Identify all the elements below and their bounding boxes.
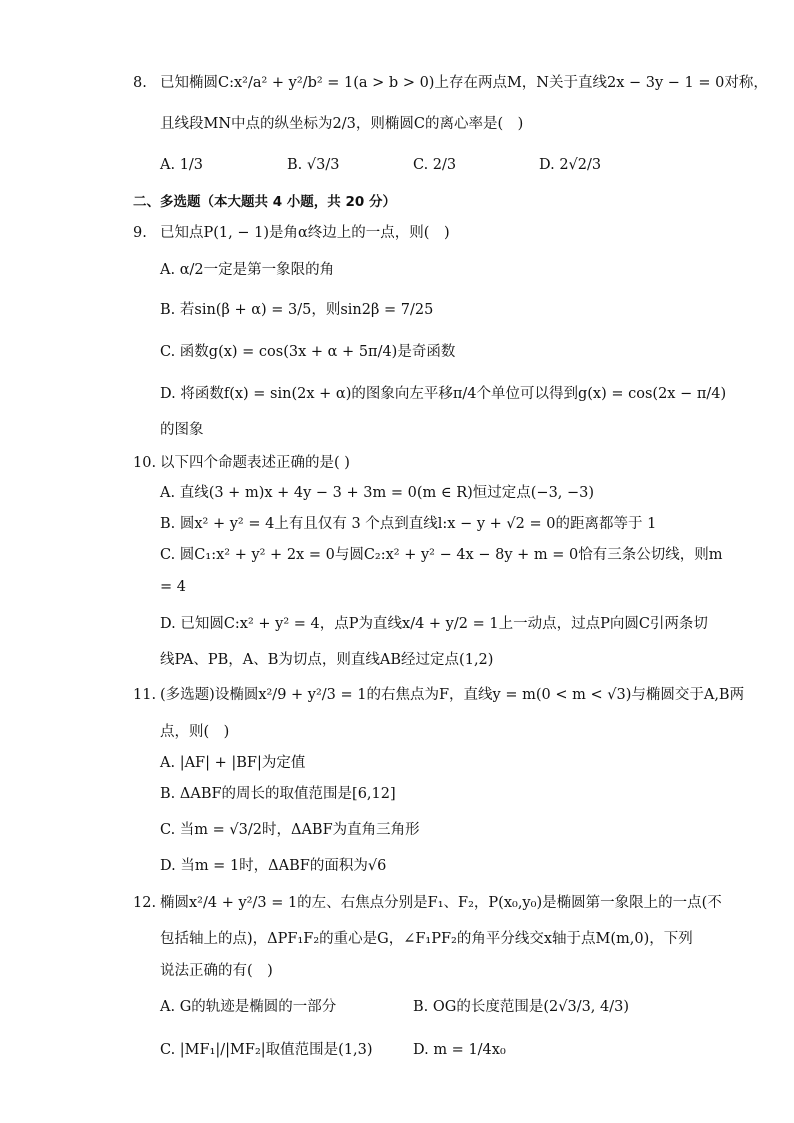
q8-stem-line1: 已知椭圆C:x²/a² + y²/b² = 1(a > b > 0)上存在两点M，N关于直线2x − 3y − 1 = 0对称， bbox=[160, 75, 768, 91]
q12-number: 12. bbox=[133, 895, 157, 911]
q11-option-d: D. 当m = 1时，ΔABF的面积为√6 bbox=[160, 858, 387, 874]
q8-option-a: A. 1/3 bbox=[160, 157, 204, 173]
q11-stem-line1: (多选题)设椭圆x²/9 + y²/3 = 1的右焦点为F，直线y = m(0 < m < √3)与椭圆交于A,B两 bbox=[160, 687, 745, 703]
q10-stem: 以下四个命题表述正确的是( ) bbox=[160, 455, 350, 471]
q12-stem-line2: 包括轴上的点)，ΔPF₁F₂的重心是G，∠F₁PF₂的角平分线交x轴于点M(m,0)，下列 bbox=[160, 931, 693, 947]
q11-number: 11. bbox=[133, 687, 157, 703]
q12-option-a: A. G的轨迹是椭圆的一部分 bbox=[160, 999, 337, 1015]
q12-option-d: D. m = 1/4x₀ bbox=[413, 1042, 506, 1058]
q11-stem-line2: 点，则( ) bbox=[160, 724, 230, 740]
q10-option-b: B. 圆x² + y² = 4上有且仅有 3 个点到直线l:x − y + √2 = 0的距离都等于 1 bbox=[160, 516, 657, 532]
section-title-multiple-choice: 二、多选题（本大题共 4 小题，共 20 分） bbox=[133, 194, 396, 210]
q8-number: 8. bbox=[133, 75, 147, 91]
q12-option-c: C. |MF₁|/|MF₂|取值范围是(1,3) bbox=[160, 1042, 373, 1058]
q11-option-c: C. 当m = √3/2时，ΔABF为直角三角形 bbox=[160, 822, 420, 838]
q9-option-a: A. α/2一定是第一象限的角 bbox=[160, 262, 335, 278]
q8-stem-line2: 且线段MN中点的纵坐标为2/3，则椭圆C的离心率是( ) bbox=[160, 116, 524, 132]
q9-option-d-line2: 的图象 bbox=[160, 422, 204, 438]
q9-option-d-line1: D. 将函数f(x) = sin(2x + α)的图象向左平移π/4个单位可以得到g(x) = cos(2x − π/4) bbox=[160, 386, 727, 402]
q10-option-d-line1: D. 已知圆C:x² + y² = 4，点P为直线x/4 + y/2 = 1上一动点，过点P向圆C引两条切 bbox=[160, 616, 708, 632]
q10-number: 10. bbox=[133, 455, 157, 471]
q12-stem-line1: 椭圆x²/4 + y²/3 = 1的左、右焦点分别是F₁、F₂，P(x₀,y₀)是椭圆第一象限上的一点(不 bbox=[160, 895, 722, 911]
q10-option-a: A. 直线(3 + m)x + 4y − 3 + 3m = 0(m ∈ R)恒过定点(−3, −3) bbox=[160, 485, 595, 501]
q12-stem-line3: 说法正确的有( ) bbox=[160, 963, 273, 979]
q9-option-c: C. 函数g(x) = cos(3x + α + 5π/4)是奇函数 bbox=[160, 344, 456, 360]
q8-option-c: C. 2/3 bbox=[413, 157, 457, 173]
q8-option-d: D. 2√2/3 bbox=[539, 157, 602, 173]
q12-option-b: B. OG的长度范围是(2√3/3, 4/3) bbox=[413, 999, 630, 1015]
q9-stem: 已知点P(1, − 1)是角α终边上的一点，则( ) bbox=[160, 225, 450, 241]
q10-option-d-line2: 线PA、PB，A、B为切点，则直线AB经过定点(1,2) bbox=[160, 652, 494, 668]
q11-option-a: A. |AF| + |BF|为定值 bbox=[160, 755, 306, 771]
q10-option-c-line1: C. 圆C₁:x² + y² + 2x = 0与圆C₂:x² + y² − 4x − 8y + m = 0恰有三条公切线，则m bbox=[160, 547, 723, 563]
q10-option-c-line2: = 4 bbox=[160, 579, 186, 595]
q9-option-b: B. 若sin(β + α) = 3/5，则sin2β = 7/25 bbox=[160, 302, 434, 318]
q11-option-b: B. ΔABF的周长的取值范围是[6,12] bbox=[160, 786, 396, 802]
q8-option-b: B. √3/3 bbox=[287, 157, 340, 173]
q9-number: 9. bbox=[133, 225, 147, 241]
